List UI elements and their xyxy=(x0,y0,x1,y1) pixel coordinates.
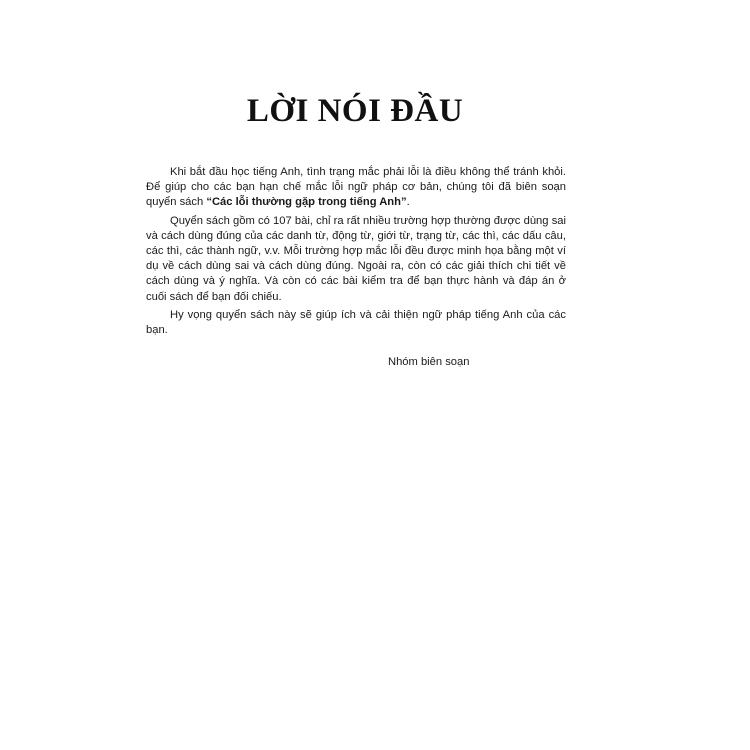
page-title: LỜI NÓI ĐẦU xyxy=(246,93,464,129)
paragraph-intro xyxy=(146,165,566,211)
paragraph-intro-text: Khi bắt đầu học tiếng Anh, tình trạng mắc phải lỗi là điều không thể tránh khỏi. Để giúp cho các bạn hạn chế mắc lỗi ngữ pháp cơ bản, chúng tôi đã biên soạn quyển sách xyxy=(146,166,566,209)
paragraph-intro-end: . xyxy=(406,196,410,209)
author-signature: Nhóm biên soạn xyxy=(388,356,470,368)
preface-body xyxy=(146,165,566,338)
book-title-quote: “Các lỗi thường gặp trong tiếng Anh” xyxy=(206,196,407,209)
paragraph-closing: Hy vọng quyển sách này sẽ giúp ích và cải thiện ngữ pháp tiếng Anh của các bạn. xyxy=(146,308,566,337)
paragraph-content: Quyển sách gồm có 107 bài, chỉ ra rất nhiều trường hợp thường được dùng sai và cách dùng đúng của các danh từ, động từ, giới từ, trạng từ, các thì, các dấu câu, các thì, các thành ngữ, v.v. Mỗi trường hợp mắc lỗi đều được minh họa bằng một ví dụ về cách dùng sai và cách dùng đúng. Ngoài ra, còn có các giải thích chi tiết về cách dùng và ý nghĩa. Và còn có các bài kiểm tra để bạn thực hành và đáp án ở cuối sách để bạn đối chiếu. xyxy=(146,214,566,303)
